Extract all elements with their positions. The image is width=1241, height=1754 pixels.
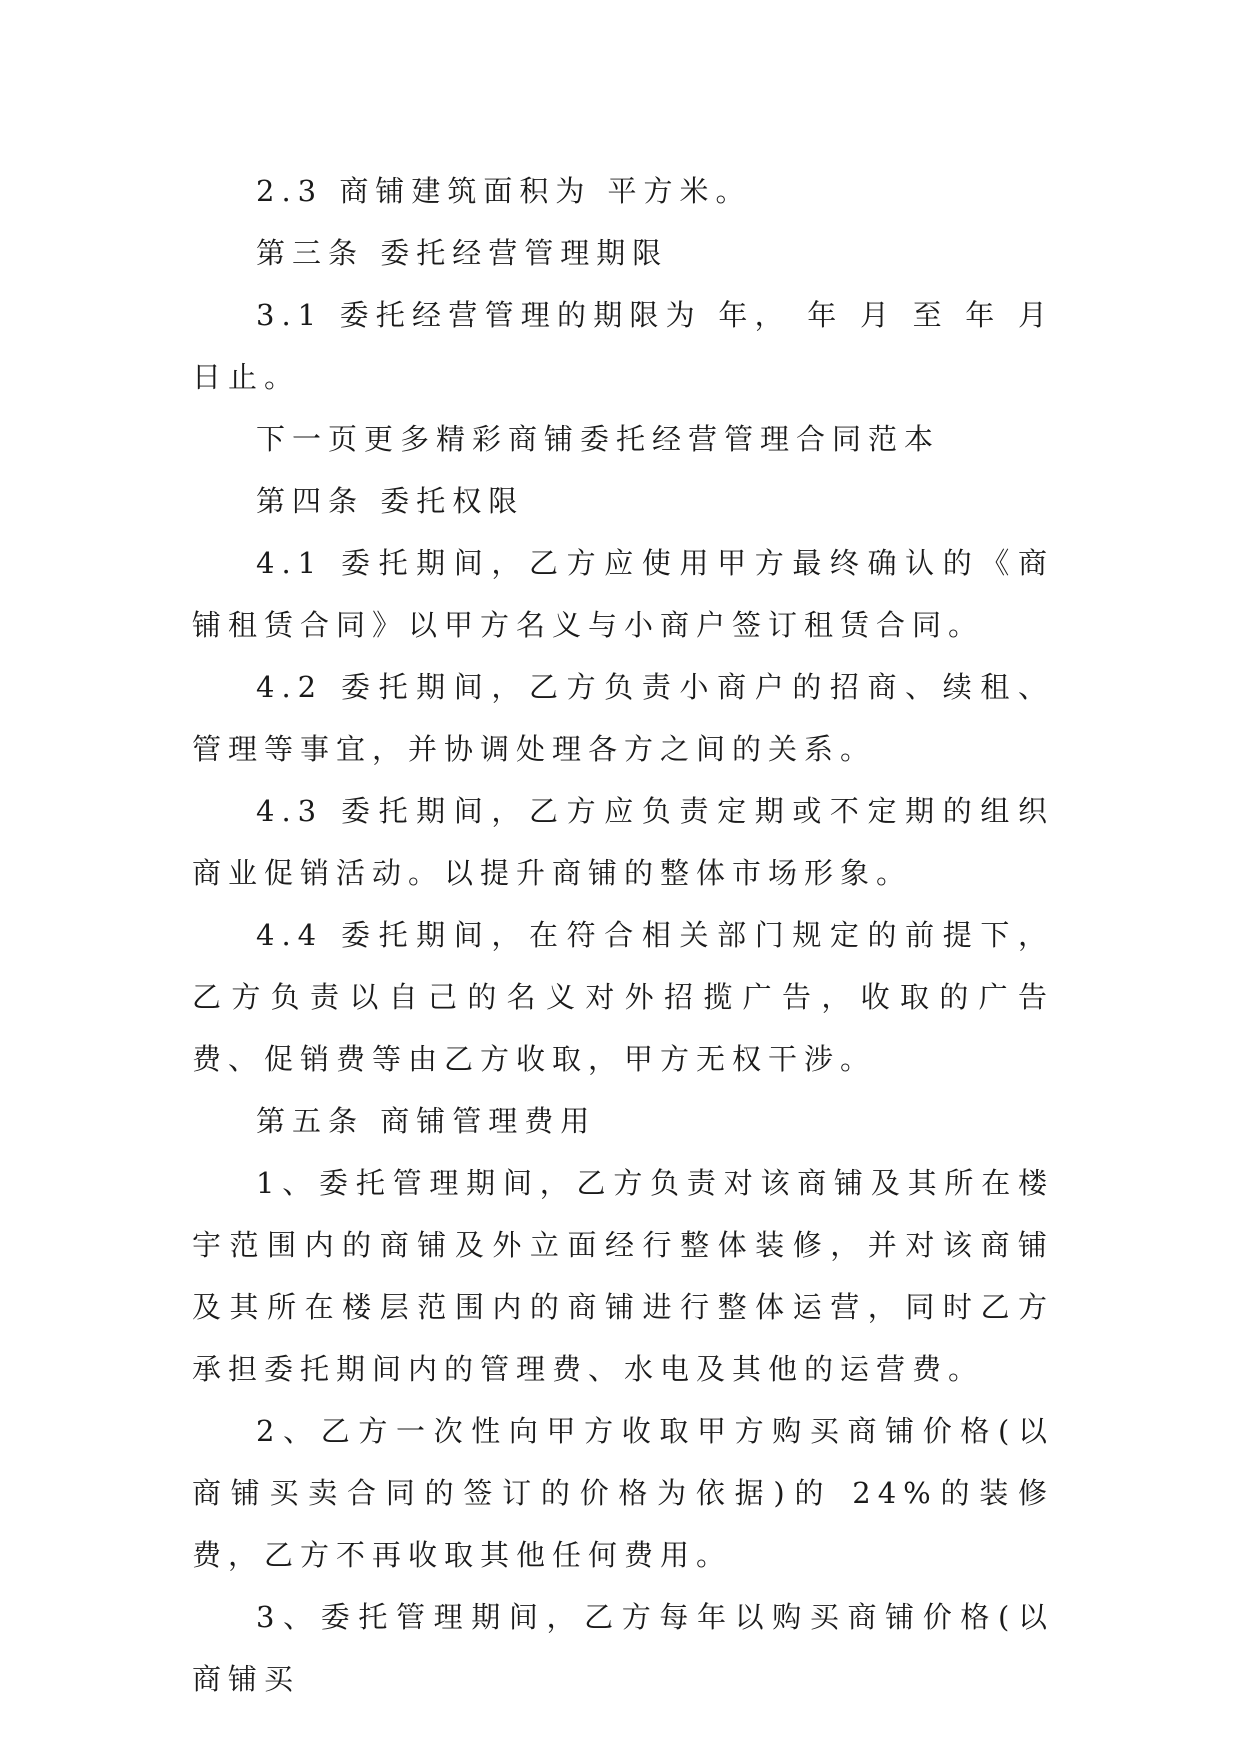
paragraph-area: 2.3 商铺建筑面积为 平方米。 bbox=[256, 174, 752, 208]
heading-article-5: 第五条 商铺管理费用 bbox=[256, 1104, 597, 1138]
heading-article-3: 第三条 委托经营管理期限 bbox=[256, 236, 669, 270]
document-page bbox=[192, 160, 1054, 1710]
heading-article-4: 第四条 委托权限 bbox=[256, 484, 525, 518]
paragraph-5-2: 2、乙方一次性向甲方收取甲方购买商铺价格(以商铺买卖合同的签订的价格为依据)的 24%的装修费，乙方不再收取其他任何费用。 bbox=[192, 1414, 1054, 1572]
paragraph-5-1: 1、委托管理期间，乙方负责对该商铺及其所在楼宇范围内的商铺及外立面经行整体装修，并对该商铺及其所在楼层范围内的商铺进行整体运营，同时乙方承担委托期间内的管理费、水电及其他的运营费。 bbox=[192, 1166, 1054, 1386]
paragraph-term: 3.1 委托经营管理的期限为 年， 年 月 至 年 月 日止。 bbox=[192, 298, 1054, 394]
paragraph-4-1: 4.1 委托期间，乙方应使用甲方最终确认的《商铺租赁合同》以甲方名义与小商户签订租赁合同。 bbox=[192, 546, 1054, 642]
paragraph-4-3: 4.3 委托期间，乙方应负责定期或不定期的组织商业促销活动。以提升商铺的整体市场形象。 bbox=[192, 794, 1054, 890]
paragraph-4-4: 4.4 委托期间，在符合相关部门规定的前提下，乙方负责以自己的名义对外招揽广告，收取的广告费、促销费等由乙方收取，甲方无权干涉。 bbox=[192, 918, 1054, 1076]
paragraph-5-3: 3、委托管理期间，乙方每年以购买商铺价格(以商铺买 bbox=[192, 1600, 1054, 1696]
next-page-link-text: 下一页更多精彩商铺委托经营管理合同范本 bbox=[256, 422, 941, 456]
paragraph-4-2: 4.2 委托期间，乙方负责小商户的招商、续租、管理等事宜，并协调处理各方之间的关系。 bbox=[192, 670, 1054, 766]
